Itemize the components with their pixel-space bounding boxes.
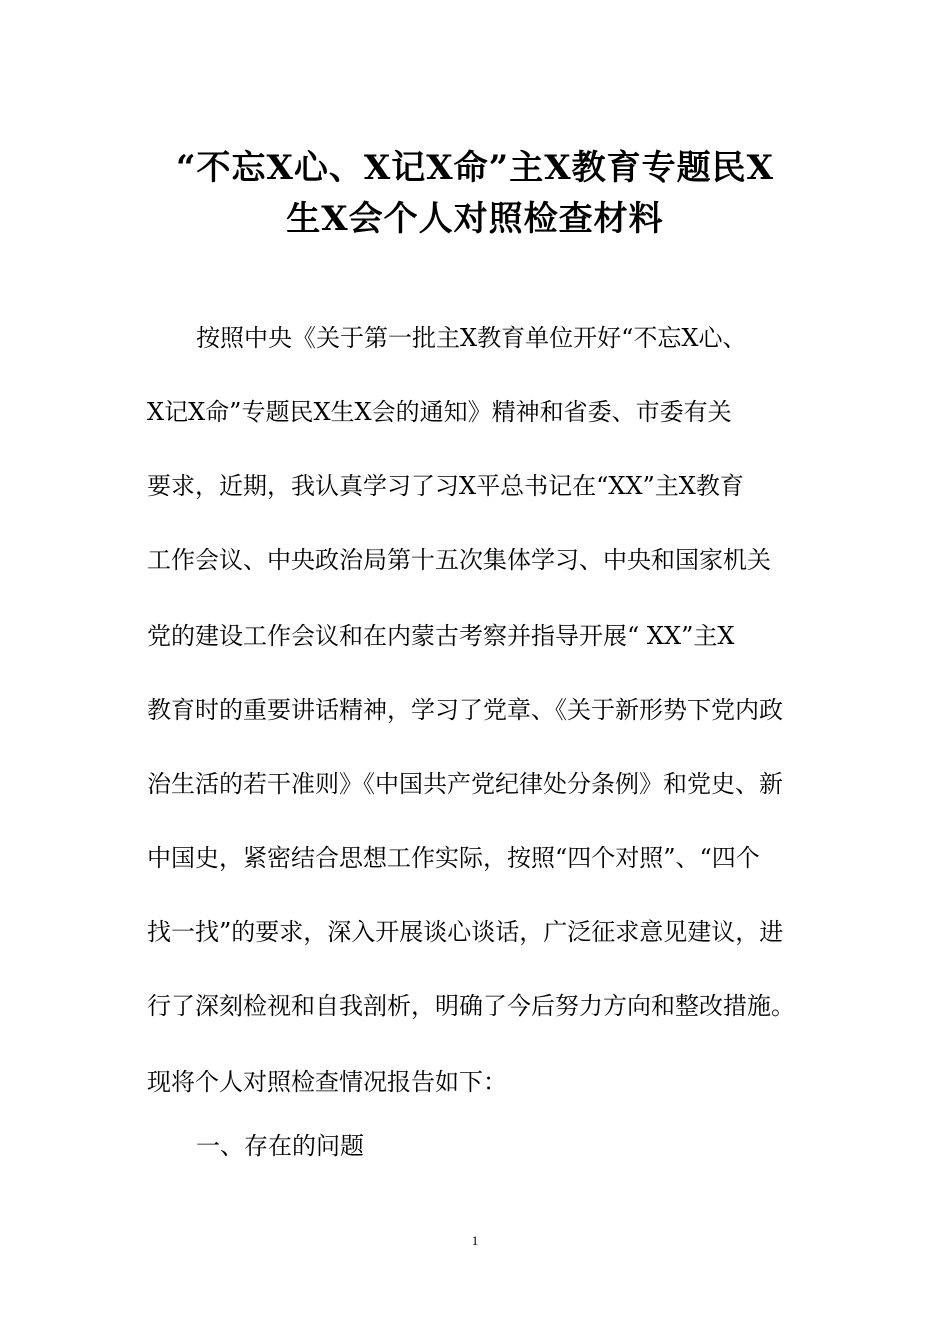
body-line: 工作会议、中央政治局第十五次集体学习、中央和国家机关 bbox=[147, 546, 771, 574]
section-heading: 一、存在的问题 bbox=[196, 1132, 364, 1160]
body-line: 党的建设工作会议和在内蒙古考察并指导开展“ XX”主X bbox=[147, 622, 735, 650]
body-line: 按照中央《关于第一批主X教育单位开好“不忘X心、 bbox=[196, 324, 747, 352]
body-line: 找一找”的要求，深入开展谈心谈话，广泛征求意见建议，进 bbox=[147, 918, 784, 946]
body-line: 行了深刻检视和自我剖析，明确了今后努力方向和整改措施。 bbox=[147, 992, 795, 1020]
document-title-line-2: 生X会个人对照检查材料 bbox=[286, 199, 664, 239]
body-line: 要求，近期，我认真学习了习X平总书记在“XX”主X教育 bbox=[147, 472, 744, 500]
body-line: 现将个人对照检查情况报告如下： bbox=[147, 1068, 507, 1096]
body-line: 教育时的重要讲话精神，学习了党章、《关于新形势下党内政 bbox=[147, 696, 783, 724]
page-number: 1 bbox=[471, 1233, 479, 1248]
body-line: 中国史，紧密结合思想工作实际，按照“四个对照”、“四个 bbox=[147, 844, 760, 872]
body-line: 治生活的若干准则》《中国共产党纪律处分条例》和党史、新 bbox=[147, 770, 783, 798]
document-title-line-1: “不忘X心、X记X命”主X教育专题民X bbox=[175, 148, 774, 188]
body-line: X记X命”专题民X生X会的通知》精神和省委、市委有关 bbox=[147, 398, 732, 426]
